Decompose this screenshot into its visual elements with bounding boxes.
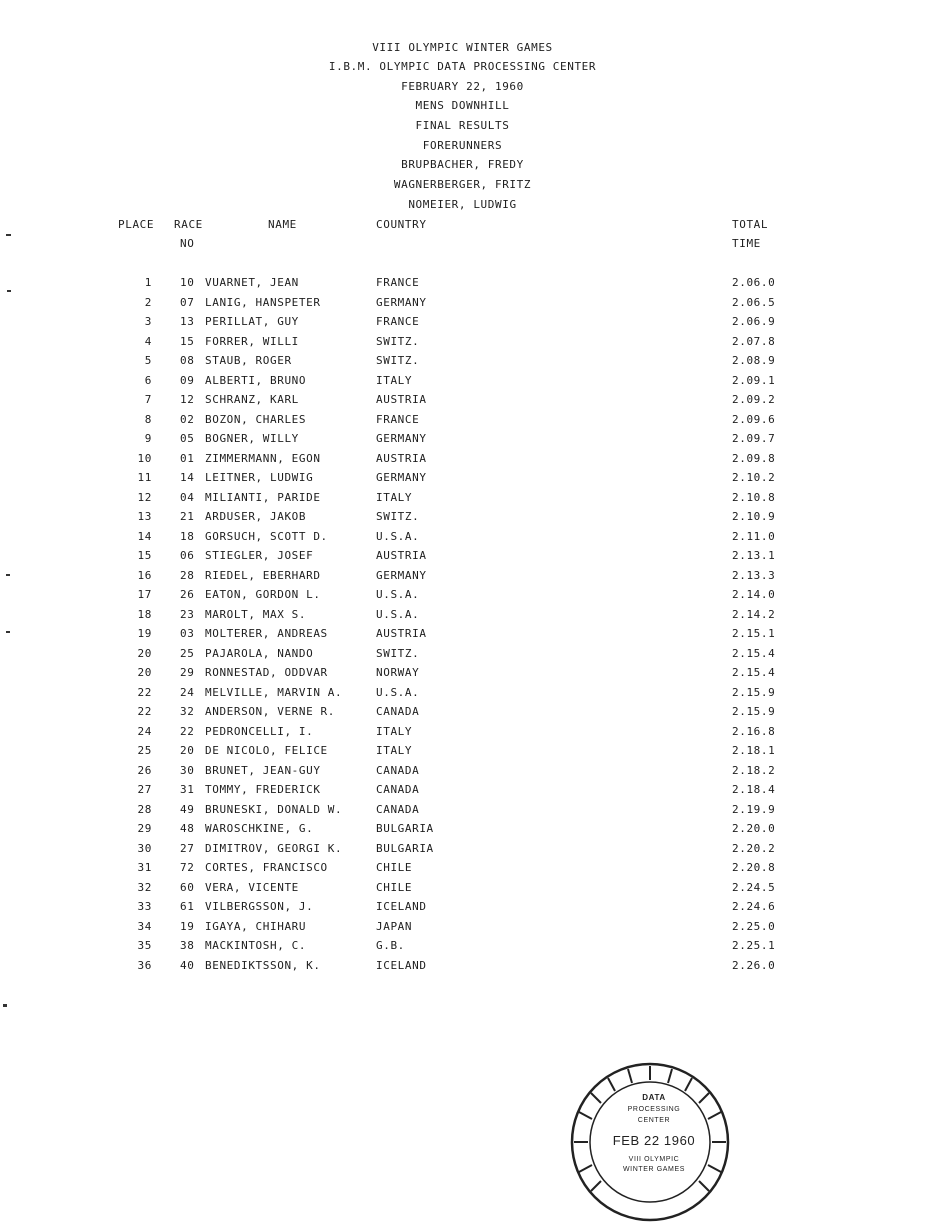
competitor-name-cell: LANIG, HANSPETER bbox=[205, 296, 321, 309]
country-cell: BULGARIA bbox=[376, 822, 434, 835]
competitor-name-cell: MELVILLE, MARVIN A. bbox=[205, 686, 343, 699]
table-row bbox=[0, 452, 925, 468]
forerunners-heading: FORERUNNERS bbox=[422, 139, 503, 152]
race-number-cell: 26 bbox=[180, 588, 195, 601]
competitor-name-cell: MILIANTI, PARIDE bbox=[205, 491, 321, 504]
race-number-cell: 07 bbox=[180, 296, 195, 309]
country-cell: SWITZ. bbox=[376, 335, 420, 348]
country-cell: CHILE bbox=[376, 881, 413, 894]
stamp-line-processing: PROCESSING bbox=[627, 1106, 681, 1113]
total-column-header: TOTAL bbox=[732, 218, 769, 231]
table-row bbox=[0, 569, 925, 585]
data-center-title: I.B.M. OLYMPIC DATA PROCESSING CENTER bbox=[328, 60, 597, 73]
total-time-cell: 2.25.0 bbox=[732, 920, 776, 933]
country-cell: JAPAN bbox=[376, 920, 413, 933]
forerunner-3: NOMEIER, LUDWIG bbox=[408, 198, 517, 211]
race-number-cell: 01 bbox=[180, 452, 195, 465]
place-cell: 9 bbox=[144, 432, 152, 445]
race-number-cell: 27 bbox=[180, 842, 195, 855]
stamp-date: FEB 22 1960 bbox=[612, 1133, 696, 1148]
country-cell: ITALY bbox=[376, 374, 413, 387]
place-cell: 27 bbox=[137, 783, 152, 796]
competitor-name-cell: RIEDEL, EBERHARD bbox=[205, 569, 321, 582]
total-time-cell: 2.08.9 bbox=[732, 354, 776, 367]
competitor-name-cell: EATON, GORDON L. bbox=[205, 588, 321, 601]
country-cell: CHILE bbox=[376, 861, 413, 874]
race-number-cell: 60 bbox=[180, 881, 195, 894]
place-cell: 22 bbox=[137, 705, 152, 718]
competitor-name-cell: BENEDIKTSSON, K. bbox=[205, 959, 321, 972]
competitor-name-cell: WAROSCHKINE, G. bbox=[205, 822, 314, 835]
race-number-cell: 12 bbox=[180, 393, 195, 406]
competitor-name-cell: MOLTERER, ANDREAS bbox=[205, 627, 328, 640]
country-cell: SWITZ. bbox=[376, 354, 420, 367]
table-row bbox=[0, 822, 925, 838]
country-cell: CANADA bbox=[376, 803, 420, 816]
forerunner-1: BRUPBACHER, FREDY bbox=[401, 158, 524, 171]
total-time-cell: 2.20.8 bbox=[732, 861, 776, 874]
table-row bbox=[0, 530, 925, 546]
place-cell: 20 bbox=[137, 666, 152, 679]
total-time-cell: 2.11.0 bbox=[732, 530, 776, 543]
total-time-cell: 2.15.4 bbox=[732, 647, 776, 660]
total-time-cell: 2.26.0 bbox=[732, 959, 776, 972]
table-row bbox=[0, 803, 925, 819]
name-column-header: NAME bbox=[268, 218, 297, 231]
place-cell: 22 bbox=[137, 686, 152, 699]
place-cell: 29 bbox=[137, 822, 152, 835]
total-time-cell: 2.18.1 bbox=[732, 744, 776, 757]
place-cell: 13 bbox=[137, 510, 152, 523]
race-number-cell: 13 bbox=[180, 315, 195, 328]
competitor-name-cell: MACKINTOSH, C. bbox=[205, 939, 307, 952]
race-number-cell: 72 bbox=[180, 861, 195, 874]
place-cell: 18 bbox=[137, 608, 152, 621]
table-row bbox=[0, 783, 925, 799]
competitor-name-cell: BRUNET, JEAN-GUY bbox=[205, 764, 321, 777]
race-number-cell: 30 bbox=[180, 764, 195, 777]
table-row bbox=[0, 296, 925, 312]
total-time-cell: 2.14.0 bbox=[732, 588, 776, 601]
race-number-cell: 31 bbox=[180, 783, 195, 796]
race-number-cell: 14 bbox=[180, 471, 195, 484]
competitor-name-cell: CORTES, FRANCISCO bbox=[205, 861, 328, 874]
country-cell: U.S.A. bbox=[376, 530, 420, 543]
table-row bbox=[0, 471, 925, 487]
race-number-cell: 21 bbox=[180, 510, 195, 523]
total-time-cell: 2.10.2 bbox=[732, 471, 776, 484]
race-number-cell: 32 bbox=[180, 705, 195, 718]
table-row bbox=[0, 276, 925, 292]
total-time-cell: 2.06.5 bbox=[732, 296, 776, 309]
table-row bbox=[0, 608, 925, 624]
date-stamp bbox=[568, 1060, 733, 1225]
competitor-name-cell: STIEGLER, JOSEF bbox=[205, 549, 314, 562]
competitor-name-cell: VERA, VICENTE bbox=[205, 881, 299, 894]
table-row bbox=[0, 393, 925, 409]
place-cell: 17 bbox=[137, 588, 152, 601]
table-row bbox=[0, 881, 925, 897]
table-row bbox=[0, 900, 925, 916]
race-number-cell: 04 bbox=[180, 491, 195, 504]
table-row bbox=[0, 647, 925, 663]
race-number-cell: 10 bbox=[180, 276, 195, 289]
place-cell: 32 bbox=[137, 881, 152, 894]
margin-mark bbox=[3, 1004, 7, 1007]
total-time-cell: 2.06.9 bbox=[732, 315, 776, 328]
race-number-cell: 48 bbox=[180, 822, 195, 835]
total-time-cell: 2.24.5 bbox=[732, 881, 776, 894]
total-time-cell: 2.10.8 bbox=[732, 491, 776, 504]
table-row bbox=[0, 491, 925, 507]
total-time-cell: 2.15.9 bbox=[732, 686, 776, 699]
total-time-cell: 2.18.4 bbox=[732, 783, 776, 796]
country-cell: FRANCE bbox=[376, 315, 420, 328]
place-cell: 24 bbox=[137, 725, 152, 738]
stamp-line-winter-games: WINTER GAMES bbox=[622, 1166, 686, 1173]
place-cell: 36 bbox=[137, 959, 152, 972]
race-number-cell: 22 bbox=[180, 725, 195, 738]
place-cell: 30 bbox=[137, 842, 152, 855]
country-cell: GERMANY bbox=[376, 296, 427, 309]
race-number-cell: 03 bbox=[180, 627, 195, 640]
country-cell: ICELAND bbox=[376, 900, 427, 913]
country-column-header: COUNTRY bbox=[376, 218, 427, 231]
table-row bbox=[0, 627, 925, 643]
race-number-cell: 20 bbox=[180, 744, 195, 757]
table-row bbox=[0, 959, 925, 975]
total-time-cell: 2.20.2 bbox=[732, 842, 776, 855]
place-column-header: PLACE bbox=[118, 218, 155, 231]
place-cell: 5 bbox=[144, 354, 152, 367]
table-row bbox=[0, 686, 925, 702]
stamp-line-center: CENTER bbox=[637, 1117, 671, 1124]
stamp-seal bbox=[568, 1060, 733, 1225]
country-cell: AUSTRIA bbox=[376, 549, 427, 562]
table-row bbox=[0, 315, 925, 331]
total-time-cell: 2.07.8 bbox=[732, 335, 776, 348]
competitor-name-cell: IGAYA, CHIHARU bbox=[205, 920, 307, 933]
competitor-name-cell: VUARNET, JEAN bbox=[205, 276, 299, 289]
competitor-name-cell: TOMMY, FREDERICK bbox=[205, 783, 321, 796]
country-cell: ITALY bbox=[376, 725, 413, 738]
table-row bbox=[0, 432, 925, 448]
total-time-cell: 2.20.0 bbox=[732, 822, 776, 835]
competitor-name-cell: BRUNESKI, DONALD W. bbox=[205, 803, 343, 816]
total-time-cell: 2.09.6 bbox=[732, 413, 776, 426]
country-cell: SWITZ. bbox=[376, 647, 420, 660]
place-cell: 8 bbox=[144, 413, 152, 426]
competitor-name-cell: VILBERGSSON, J. bbox=[205, 900, 314, 913]
total-time-cell: 2.16.8 bbox=[732, 725, 776, 738]
table-row bbox=[0, 374, 925, 390]
place-cell: 20 bbox=[137, 647, 152, 660]
games-title: VIII OLYMPIC WINTER GAMES bbox=[372, 41, 553, 54]
margin-mark bbox=[6, 234, 11, 236]
table-row bbox=[0, 549, 925, 565]
stamp-line-olympic: VIII OLYMPIC bbox=[628, 1156, 680, 1163]
margin-mark bbox=[6, 574, 10, 576]
country-cell: AUSTRIA bbox=[376, 393, 427, 406]
competitor-name-cell: LEITNER, LUDWIG bbox=[205, 471, 314, 484]
competitor-name-cell: ZIMMERMANN, EGON bbox=[205, 452, 321, 465]
competitor-name-cell: ANDERSON, VERNE R. bbox=[205, 705, 336, 718]
total-time-cell: 2.09.7 bbox=[732, 432, 776, 445]
race-number-cell: 38 bbox=[180, 939, 195, 952]
place-cell: 26 bbox=[137, 764, 152, 777]
event-date: FEBRUARY 22, 1960 bbox=[401, 80, 524, 93]
table-row bbox=[0, 744, 925, 760]
table-row bbox=[0, 413, 925, 429]
country-cell: ITALY bbox=[376, 744, 413, 757]
place-cell: 15 bbox=[137, 549, 152, 562]
stamp-line-data: DATA bbox=[642, 1093, 666, 1102]
country-cell: U.S.A. bbox=[376, 686, 420, 699]
competitor-name-cell: MAROLT, MAX S. bbox=[205, 608, 307, 621]
table-row bbox=[0, 939, 925, 955]
total-time-cell: 2.06.0 bbox=[732, 276, 776, 289]
place-cell: 2 bbox=[144, 296, 152, 309]
competitor-name-cell: ALBERTI, BRUNO bbox=[205, 374, 307, 387]
race-number-cell: 18 bbox=[180, 530, 195, 543]
race-number-cell: 25 bbox=[180, 647, 195, 660]
place-cell: 4 bbox=[144, 335, 152, 348]
place-cell: 33 bbox=[137, 900, 152, 913]
total-time-cell: 2.13.3 bbox=[732, 569, 776, 582]
competitor-name-cell: BOGNER, WILLY bbox=[205, 432, 299, 445]
race-number-cell: 29 bbox=[180, 666, 195, 679]
country-cell: FRANCE bbox=[376, 276, 420, 289]
place-cell: 7 bbox=[144, 393, 152, 406]
forerunner-2: WAGNERBERGER, FRITZ bbox=[393, 178, 532, 191]
event-name: MENS DOWNHILL bbox=[415, 99, 510, 112]
country-cell: AUSTRIA bbox=[376, 452, 427, 465]
place-cell: 28 bbox=[137, 803, 152, 816]
race-number-cell: 06 bbox=[180, 549, 195, 562]
total-time-cell: 2.09.1 bbox=[732, 374, 776, 387]
place-cell: 31 bbox=[137, 861, 152, 874]
competitor-name-cell: BOZON, CHARLES bbox=[205, 413, 307, 426]
place-cell: 12 bbox=[137, 491, 152, 504]
country-cell: FRANCE bbox=[376, 413, 420, 426]
total-time-cell: 2.15.4 bbox=[732, 666, 776, 679]
place-cell: 19 bbox=[137, 627, 152, 640]
table-row bbox=[0, 354, 925, 370]
total-time-cell: 2.15.1 bbox=[732, 627, 776, 640]
race-no-column-header: NO bbox=[180, 237, 195, 250]
table-row bbox=[0, 842, 925, 858]
country-cell: CANADA bbox=[376, 783, 420, 796]
race-column-header: RACE bbox=[174, 218, 203, 231]
table-row bbox=[0, 861, 925, 877]
country-cell: BULGARIA bbox=[376, 842, 434, 855]
competitor-name-cell: FORRER, WILLI bbox=[205, 335, 299, 348]
race-number-cell: 24 bbox=[180, 686, 195, 699]
race-number-cell: 49 bbox=[180, 803, 195, 816]
country-cell: ICELAND bbox=[376, 959, 427, 972]
race-number-cell: 08 bbox=[180, 354, 195, 367]
results-type: FINAL RESULTS bbox=[415, 119, 510, 132]
table-row bbox=[0, 764, 925, 780]
competitor-name-cell: ARDUSER, JAKOB bbox=[205, 510, 307, 523]
place-cell: 6 bbox=[144, 374, 152, 387]
country-cell: NORWAY bbox=[376, 666, 420, 679]
place-cell: 16 bbox=[137, 569, 152, 582]
race-number-cell: 19 bbox=[180, 920, 195, 933]
country-cell: U.S.A. bbox=[376, 588, 420, 601]
place-cell: 11 bbox=[137, 471, 152, 484]
country-cell: U.S.A. bbox=[376, 608, 420, 621]
country-cell: GERMANY bbox=[376, 569, 427, 582]
total-time-cell: 2.24.6 bbox=[732, 900, 776, 913]
country-cell: SWITZ. bbox=[376, 510, 420, 523]
country-cell: GERMANY bbox=[376, 471, 427, 484]
race-number-cell: 02 bbox=[180, 413, 195, 426]
competitor-name-cell: DE NICOLO, FELICE bbox=[205, 744, 328, 757]
race-number-cell: 61 bbox=[180, 900, 195, 913]
place-cell: 25 bbox=[137, 744, 152, 757]
total-time-cell: 2.18.2 bbox=[732, 764, 776, 777]
race-number-cell: 15 bbox=[180, 335, 195, 348]
total-time-cell: 2.25.1 bbox=[732, 939, 776, 952]
table-row bbox=[0, 920, 925, 936]
place-cell: 1 bbox=[144, 276, 152, 289]
place-cell: 3 bbox=[144, 315, 152, 328]
place-cell: 34 bbox=[137, 920, 152, 933]
country-cell: ITALY bbox=[376, 491, 413, 504]
time-column-header: TIME bbox=[732, 237, 761, 250]
total-time-cell: 2.13.1 bbox=[732, 549, 776, 562]
race-number-cell: 23 bbox=[180, 608, 195, 621]
place-cell: 14 bbox=[137, 530, 152, 543]
competitor-name-cell: RONNESTAD, ODDVAR bbox=[205, 666, 328, 679]
competitor-name-cell: GORSUCH, SCOTT D. bbox=[205, 530, 328, 543]
country-cell: G.B. bbox=[376, 939, 405, 952]
place-cell: 10 bbox=[137, 452, 152, 465]
race-number-cell: 28 bbox=[180, 569, 195, 582]
competitor-name-cell: PAJAROLA, NANDO bbox=[205, 647, 314, 660]
country-cell: CANADA bbox=[376, 705, 420, 718]
competitor-name-cell: SCHRANZ, KARL bbox=[205, 393, 299, 406]
total-time-cell: 2.09.2 bbox=[732, 393, 776, 406]
total-time-cell: 2.19.9 bbox=[732, 803, 776, 816]
margin-mark bbox=[6, 631, 10, 633]
table-row bbox=[0, 725, 925, 741]
competitor-name-cell: STAUB, ROGER bbox=[205, 354, 292, 367]
total-time-cell: 2.10.9 bbox=[732, 510, 776, 523]
table-row bbox=[0, 335, 925, 351]
country-cell: GERMANY bbox=[376, 432, 427, 445]
place-cell: 35 bbox=[137, 939, 152, 952]
competitor-name-cell: PEDRONCELLI, I. bbox=[205, 725, 314, 738]
country-cell: AUSTRIA bbox=[376, 627, 427, 640]
total-time-cell: 2.14.2 bbox=[732, 608, 776, 621]
table-row bbox=[0, 510, 925, 526]
competitor-name-cell: PERILLAT, GUY bbox=[205, 315, 299, 328]
table-row bbox=[0, 666, 925, 682]
total-time-cell: 2.15.9 bbox=[732, 705, 776, 718]
country-cell: CANADA bbox=[376, 764, 420, 777]
race-number-cell: 05 bbox=[180, 432, 195, 445]
table-row bbox=[0, 705, 925, 721]
margin-mark bbox=[7, 290, 11, 292]
competitor-name-cell: DIMITROV, GEORGI K. bbox=[205, 842, 343, 855]
race-number-cell: 09 bbox=[180, 374, 195, 387]
table-row bbox=[0, 588, 925, 604]
total-time-cell: 2.09.8 bbox=[732, 452, 776, 465]
race-number-cell: 40 bbox=[180, 959, 195, 972]
